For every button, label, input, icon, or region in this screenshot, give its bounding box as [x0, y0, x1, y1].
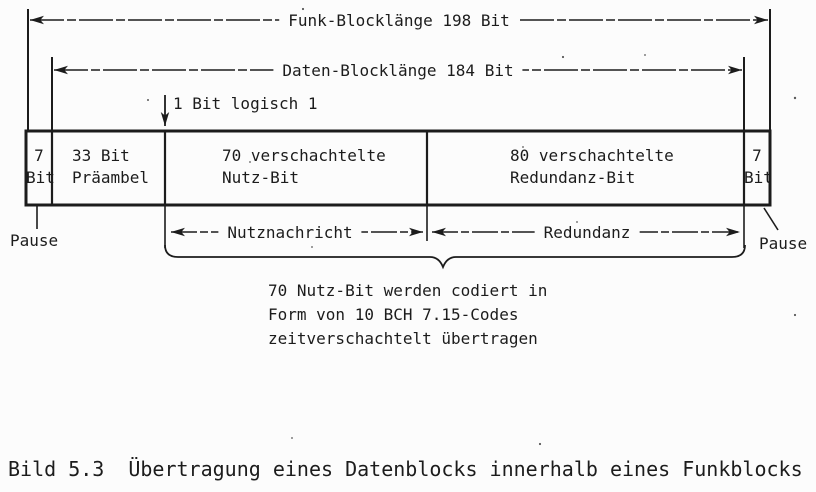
redundanz-dimension-label: Redundanz: [535, 225, 640, 241]
cell-line: 80 verschachtelte: [510, 146, 674, 165]
cell-line: 7: [34, 146, 44, 165]
coding-note-line: 70 Nutz-Bit werden codiert in: [268, 281, 548, 300]
cell-line: 7: [752, 146, 762, 165]
pause-right-leader: [764, 208, 778, 230]
bit-marker-label: 1 Bit logisch 1: [173, 94, 318, 113]
pause-label-left: Pause: [10, 231, 59, 250]
figure-caption-number: Bild 5.3: [8, 457, 105, 481]
coding-note-line: Form von 10 BCH 7.15-Codes: [268, 305, 519, 324]
block-cell-redundanzbit: [510, 145, 674, 189]
cell-line: Bit: [744, 168, 773, 187]
cell-line: Präambel: [72, 168, 150, 187]
block-cell-7bit-left: [26, 145, 55, 189]
coding-note-line: zeitverschachtelt übertragen: [268, 329, 538, 348]
cell-line: Bit: [26, 168, 55, 187]
cell-line: Nutz-Bit: [222, 168, 300, 187]
pause-label-right: Pause: [759, 234, 808, 253]
nutznachricht-dimension-label: Nutznachricht: [218, 225, 361, 241]
cell-line: Redundanz-Bit: [510, 168, 636, 187]
coding-brace: [165, 245, 745, 267]
cell-line: 33 Bit: [72, 146, 130, 165]
daten-length-dimension-label: Daten-Blocklänge 184 Bit: [273, 63, 522, 79]
block-cell-7bit-right: [744, 145, 773, 189]
block-cell-nutzbit: [222, 145, 386, 189]
cell-line: 70 verschachtelte: [222, 146, 386, 165]
funk-length-dimension-label: Funk-Blocklänge 198 Bit: [279, 13, 519, 29]
block-cell-praeambel: [72, 145, 149, 189]
coding-note: [268, 279, 547, 351]
figure-caption-text: Übertragung eines Datenblocks innerhalb eines Funkblocks: [128, 457, 803, 481]
figure-caption: [8, 454, 803, 484]
